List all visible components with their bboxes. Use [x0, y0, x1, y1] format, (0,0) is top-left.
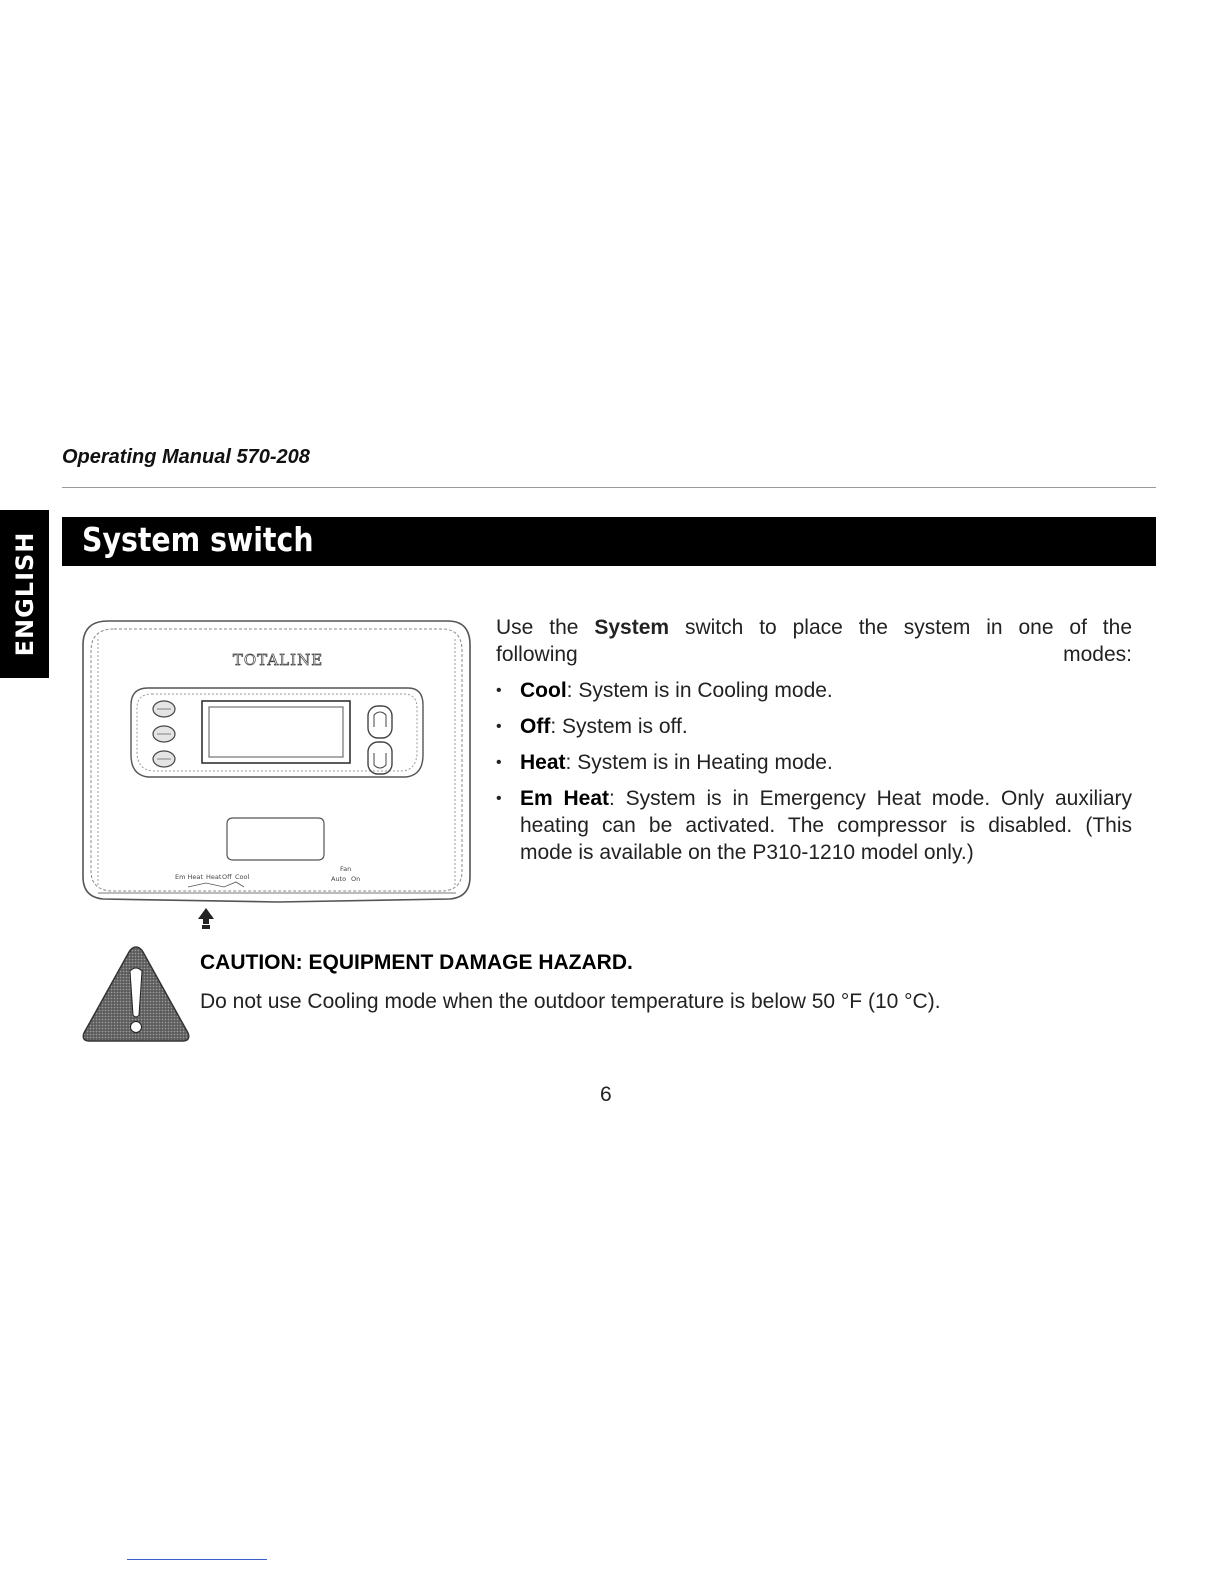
- switch-label-heat: Heat: [206, 873, 222, 881]
- intro-line-2: following modes:: [496, 643, 1132, 666]
- fan-label: Fan: [340, 865, 352, 873]
- mode-term: Off: [520, 715, 551, 738]
- mode-desc: : System is in Cooling mode.: [566, 679, 833, 702]
- mode-list: [496, 677, 1132, 866]
- up-button: [368, 706, 392, 738]
- mode-item-heat: [496, 749, 1132, 776]
- fan-auto-label: Auto: [331, 875, 347, 883]
- switch-label-off: Off: [222, 873, 232, 881]
- section-title-bar: [62, 517, 1156, 566]
- device-brand-label: TOTALINE: [232, 651, 324, 669]
- page-number: 6: [600, 1083, 612, 1106]
- document-header: Operating Manual 570-208: [62, 446, 310, 468]
- language-side-tab: [0, 510, 49, 678]
- mode-term: Heat: [520, 751, 566, 774]
- right-buttons: [368, 706, 392, 774]
- section-title: System switch: [82, 520, 314, 559]
- system-switch-description: [496, 614, 1132, 875]
- down-button: [368, 742, 392, 774]
- intro-post: switch to place the system in one of the: [684, 616, 1132, 639]
- caution-title: CAUTION: EQUIPMENT DAMAGE HAZARD.: [200, 951, 633, 974]
- mode-item-cool: [496, 677, 1132, 704]
- switch-pointer-arrow-icon: [198, 908, 214, 929]
- fan-on-label: On: [351, 875, 361, 883]
- intro-line-1: [496, 614, 1132, 641]
- intro-system-term: System: [594, 616, 670, 639]
- mode-desc: : System is in Heating mode.: [565, 751, 833, 774]
- warning-triangle-icon: [80, 943, 192, 1045]
- mode-item-off: [496, 713, 1132, 740]
- caution-text: Do not use Cooling mode when the outdoor temperature is below 50 °F (10 °C).: [200, 990, 941, 1013]
- mode-desc: : System is off.: [550, 715, 688, 738]
- mode-term: Em Heat: [520, 787, 610, 810]
- side-tab-label: ENGLISH: [10, 531, 39, 657]
- switch-label-em-heat: Em Heat: [175, 873, 203, 881]
- mode-term: Cool: [520, 679, 567, 702]
- footer-rule: [127, 1559, 267, 1560]
- thermostat-illustration: [78, 615, 475, 933]
- mode-item-em-heat: [496, 785, 1132, 866]
- header-divider: [62, 487, 1156, 488]
- mode-desc: : System is in Emergency Heat mode. Only auxiliary heating can be activated. The compressor is disabled. (This mode is available on the P310-1210 model only.): [520, 787, 1132, 864]
- switch-label-cool: Cool: [235, 873, 250, 881]
- intro-pre: Use the: [496, 616, 579, 639]
